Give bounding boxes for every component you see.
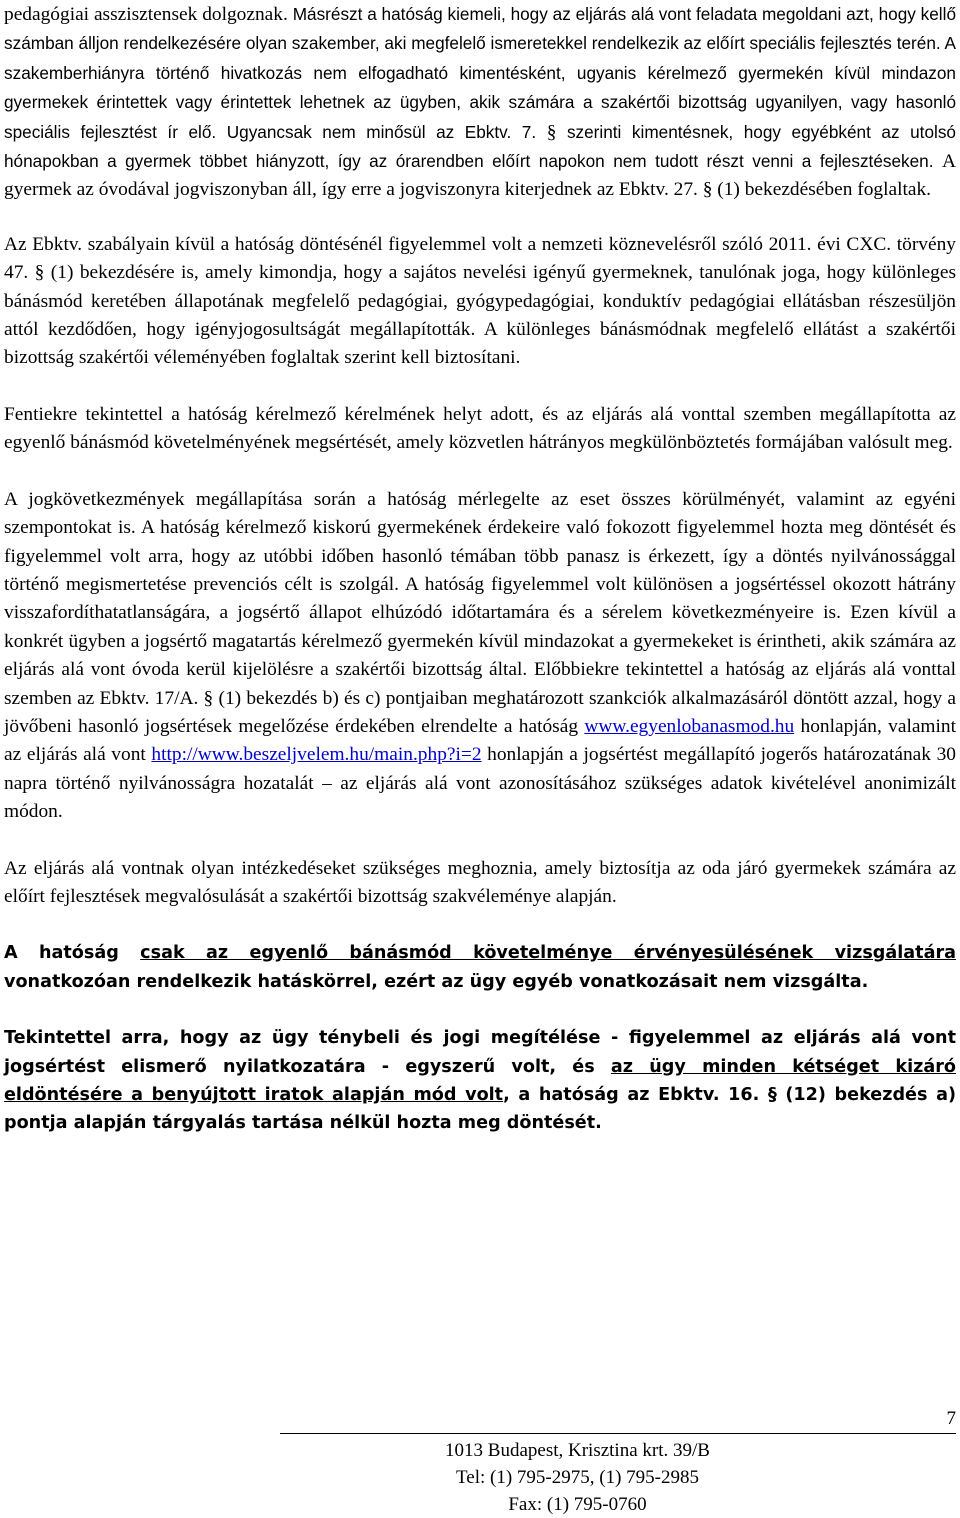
p1-sans-text: Másrészt a hatóság kiemeli, hogy az eljárás alá vont feladata megoldani azt, hogy kellő számban álljon rendelkezésére olyan szakember, aki megfelelő ismeretekkel rendelkezik az előírt speciális fejlesztés terén. A szakemberhiányra történő hivatkozás nem elfogadható kimentésként, ugyanis kérelmező gyermekén kívül mindazon gyermekek érintettek vagy érintettek lehetnek az ügyben, akik számára a szakértői bizottság ugyanilyen, vagy hasonló speciális fejlesztést ír elő. Ugyancsak nem minősül az Ebktv. 7. xyxy=(4,4,956,142)
p7-underlined: az ügy minden kétséget kizáró eldöntésére a benyújtott iratok alapján mód volt xyxy=(4,1056,956,1105)
paragraph-6-competence xyxy=(4,939,956,996)
section-sign: § xyxy=(546,121,557,143)
beszeljvelem-link[interactable]: http://www.beszeljvelem.hu/main.php?i=2 xyxy=(151,744,482,766)
paragraph-4 xyxy=(4,486,956,827)
paragraph-7-decision xyxy=(4,1024,956,1138)
p6-lead: A hatóság xyxy=(4,943,141,964)
footer-divider xyxy=(280,1433,956,1434)
p7-lead: Tekintettel arra, hogy az ügy ténybeli és jogi megítélése - figyelemmel az eljárás alá vont jogsértést elismerő nyilatkozatára - egyszerű volt, és xyxy=(4,1028,956,1077)
p7-tail: , a hatóság az Ebktv. 16. § (12) bekezdés a) pontja alapján tárgyalás tartása nélkül hozta meg döntését. xyxy=(4,1085,956,1134)
paragraph-1 xyxy=(4,0,956,205)
p4-text-2: honlapján, valamint az eljárás alá vont xyxy=(4,715,956,766)
footer xyxy=(0,1437,960,1518)
p4-text-3: honlapján a jogsértést megállapító jogerős határozatának 30 napra történő nyilvánosságra hozatalát – az eljárás alá vont azonosításához szükséges adatok kivételével anonimizált módon. xyxy=(4,744,957,823)
p6-underlined: csak az egyenlő bánásmód követelménye érvényesülésének vizsgálatára xyxy=(140,943,956,964)
p1-line1: pedagógiai asszisztensek dolgoznak. xyxy=(4,4,293,25)
p1-sans-text-2: szerinti kimentésnek, hogy egyébként az utolsó hónapokban a gyermek többet hiányzott, így az órarendben előírt napokon nem tudott részt venni a fejlesztéseken. xyxy=(4,121,956,172)
p4-text: A jogkövetkezmények megállapítása során a hatóság mérlegelte az eset összes körülményét, valamint az egyéni szempontokat is. A hatóság kérelmező kiskorú gyermekének érdekeire való fokozott figyelemmel hozta meg döntését és figyelemmel volt arra, hogy az utóbbi időben hasonló témában több panasz is érkezett, így a döntés nyilvánossággal történő megismertetése prevenciós célt is szolgál. A hatóság figyelemmel volt különösen a jogsértéssel okozott hátrány visszafordíthatatlanságára, a jogsértő állapot elhúzódó időtartamára és a sérelem következményeire is. Ezen kívül a konkrét ügyben a jogsértő magatartás kérelmező gyermekén kívül mindazokat a gyermekeket is érintheti, akik számára az eljárás alá vont óvoda kerül kijelölésre a szakértői bizottság által. Előbbiekre tekintettel a hatóság az eljárás alá vonttal szemben az Ebktv. 17/A. § (1) bekezdés b) és c) pontjaiban meghatározott szankciók alkalmazásáról döntött azzal, hogy a jövőbeni hasonló jogsértések megelőzése érdekében elrendelte a hatóság xyxy=(4,488,956,737)
document-page xyxy=(4,0,956,1138)
page-number: 7 xyxy=(946,1408,956,1429)
p1-tail: A gyermek az óvodával jogviszonyban áll, így erre a jogviszonyra kiterjednek az Ebktv. 27. § (1) bekezdésében foglaltak. xyxy=(4,151,956,201)
paragraph-2: Az Ebktv. szabályain kívül a hatóság döntésénél figyelemmel volt a nemzeti köznevelésről szóló 2011. évi CXC. törvény 47. § (1) bekezdésére is, amely kimondja, hogy a sajátos nevelési igényű gyermeknek, tanulónak joga, hogy különleges bánásmód keretében állapotának megfelelő pedagógiai, gyógypedagógiai, konduktív pedagógiai ellátásban részesüljön attól kezdődően, hogy igényjogosultságát megállapították. A különleges bánásmódnak megfelelő ellátást a szakértői bizottság szakértői véleményében foglaltak szerint kell biztosítani. xyxy=(4,233,956,369)
footer-address: 1013 Budapest, Krisztina krt. 39/B xyxy=(445,1440,710,1461)
paragraph-5: Az eljárás alá vontnak olyan intézkedéseket szükséges meghoznia, amely biztosítja az oda járó gyermekek számára az előírt fejlesztések megvalósulását a szakértői bizottság szakvéleménye alapján. xyxy=(4,857,956,907)
paragraph-3: Fentiekre tekintettel a hatóság kérelmező kérelmének helyt adott, és az eljárás alá vonttal szemben megállapította az egyenlő bánásmód követelményének megsértését, amely közvetlen hátrányos megkülönböztetés formájában valósult meg. xyxy=(4,403,956,454)
p6-tail: vonatkozóan rendelkezik hatáskörrel, ezért az ügy egyéb vonatkozásait nem vizsgálta. xyxy=(4,971,869,992)
footer-fax: Fax: (1) 795-0760 xyxy=(508,1494,647,1515)
footer-tel: Tel: (1) 795-2975, (1) 795-2985 xyxy=(456,1467,699,1488)
egyenlobanasmod-link[interactable]: www.egyenlobanasmod.hu xyxy=(584,715,795,737)
